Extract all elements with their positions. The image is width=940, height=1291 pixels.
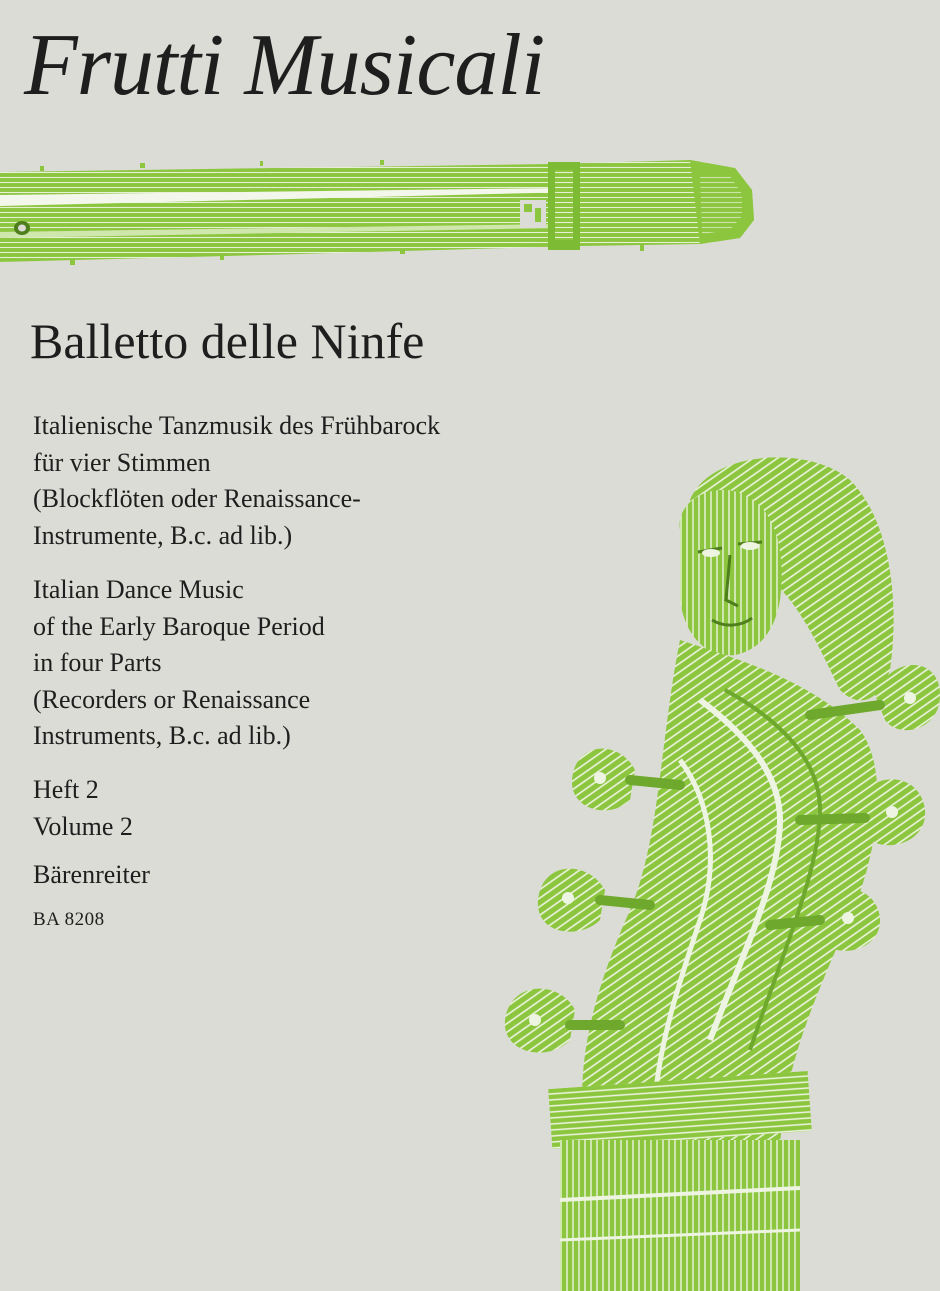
series-title: Frutti Musicali bbox=[24, 17, 545, 114]
english-description-line: of the Early Baroque Period bbox=[33, 611, 325, 641]
english-description-line: Italian Dance Music bbox=[33, 575, 244, 604]
english-description-line: (Recorders or Renaissance bbox=[33, 684, 311, 714]
english-description bbox=[33, 572, 325, 755]
viol-scroll-illustration bbox=[480, 440, 940, 1291]
main-title: Balletto delle Ninfe bbox=[30, 313, 425, 369]
english-description-line: in four Parts bbox=[33, 648, 162, 677]
volume-german: Heft 2 bbox=[33, 775, 99, 804]
english-description-line: Instruments, B.c. ad lib.) bbox=[33, 721, 291, 750]
recorder-illustration bbox=[0, 150, 758, 280]
german-description-line: Italienische Tanzmusik des Frühbarock bbox=[33, 411, 441, 440]
volume-info bbox=[33, 772, 133, 845]
publisher-name: Bärenreiter bbox=[33, 860, 150, 889]
german-description-line: Instrumente, B.c. ad lib.) bbox=[33, 520, 293, 550]
german-description-line: für vier Stimmen bbox=[33, 447, 211, 477]
german-description-line: (Blockflöten oder Renaissance- bbox=[33, 484, 361, 513]
german-description bbox=[33, 408, 440, 554]
catalog-number: BA 8208 bbox=[33, 909, 105, 930]
volume-english: Volume 2 bbox=[33, 811, 133, 841]
